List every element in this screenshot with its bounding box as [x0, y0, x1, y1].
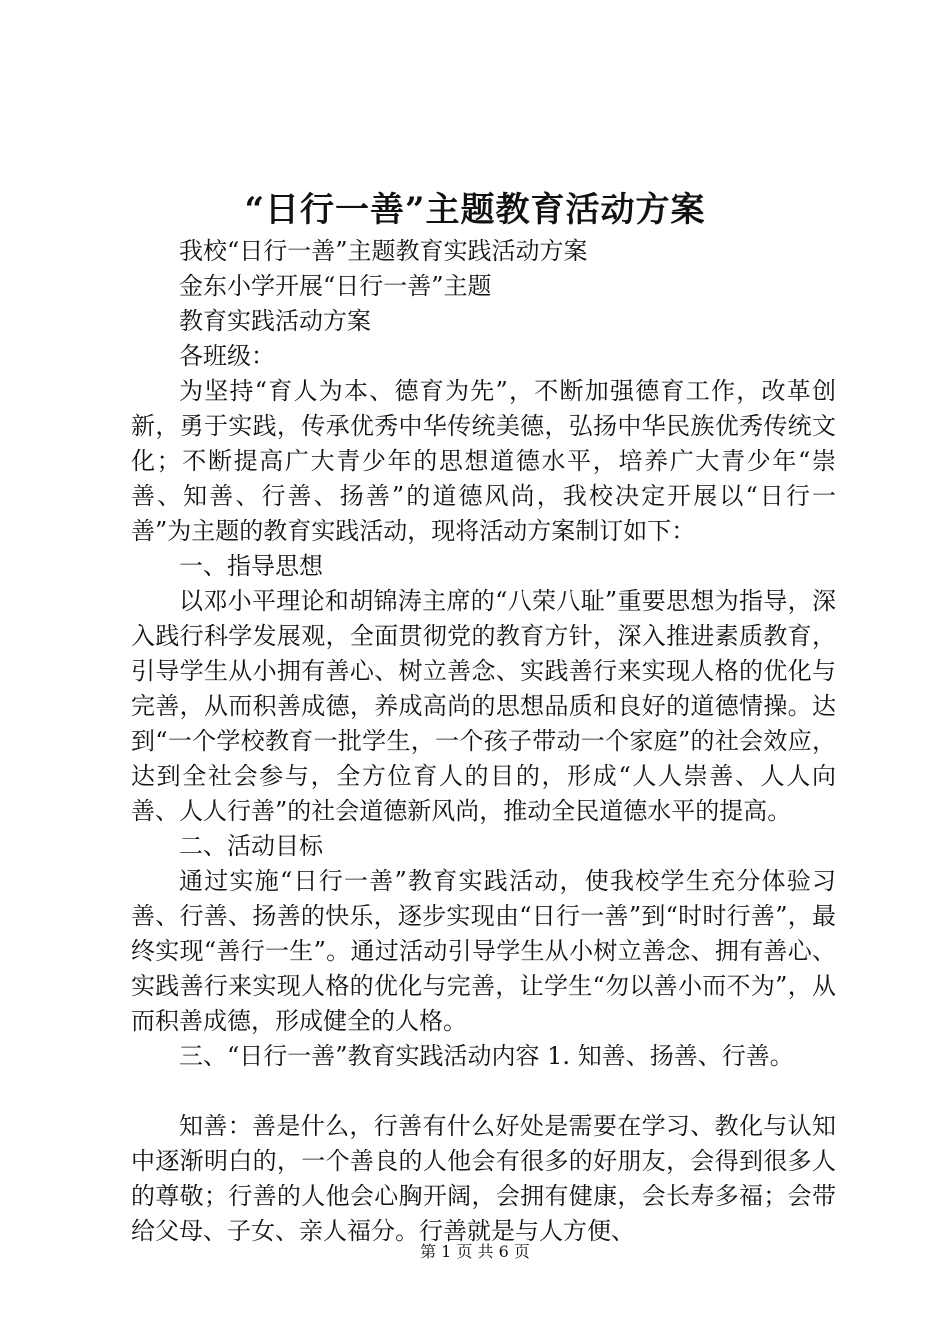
section-heading: 三、“日行一善”教育实践活动内容 1. 知善、扬善、行善。	[179, 1042, 794, 1070]
section-heading: 一、指导思想	[179, 552, 323, 580]
paragraph-gap	[131, 1074, 836, 1109]
page-number-footer: 第 1 页 共 6 页	[420, 1242, 530, 1261]
section-heading: 二、活动目标	[179, 832, 323, 860]
document-body	[131, 234, 836, 1249]
body-paragraph: 以邓小平理论和胡锦涛主席的“八荣八耻”重要思想为指导，深入践行科学发展观，全面贯彻党的教育方针，深入推进素质教育，引导学生从小拥有善心、树立善念、实践善行来实现人格的优化与完善，从而积善成德，养成高尚的思想品质和良好的道德情操。达到“一个学校教育一批学生，一个孩子带动一个家庭”的社会效应，达到全社会参与，全方位育人的目的，形成“人人崇善、人人向善、人人行善”的社会道德新风尚，推动全民道德水平的提高。	[131, 587, 836, 825]
subtitle-line: 金东小学开展“日行一善”主题	[179, 272, 492, 300]
body-paragraph: 通过实施“日行一善”教育实践活动，使我校学生充分体验习善、行善、扬善的快乐，逐步实现由“日行一善”到“时时行善”，最终实现“善行一生”。通过活动引导学生从小树立善念、拥有善心、实践善行来实现人格的优化与完善，让学生“勿以善小而不为”，从而积善成德，形成健全的人格。	[131, 867, 836, 1035]
intro-paragraph: 为坚持“育人为本、德育为先”，不断加强德育工作，改革创新，勇于实践，传承优秀中华传统美德，弘扬中华民族优秀传统文化；不断提高广大青少年的思想道德水平，培养广大青少年“崇善、知善、行善、扬善”的道德风尚，我校决定开展以“日行一善”为主题的教育实践活动，现将活动方案制订如下：	[131, 377, 836, 545]
page-title: “日行一善”主题教育活动方案	[244, 190, 706, 230]
salutation: 各班级：	[179, 342, 275, 370]
body-paragraph: 知善：善是什么，行善有什么好处是需要在学习、教化与认知中逐渐明白的，一个善良的人他会有很多的好朋友，会得到很多人的尊敬；行善的人他会心胸开阔，会拥有健康，会长寿多福；会带给父母、子女、亲人福分。行善就是与人方便、	[131, 1112, 836, 1245]
subtitle-line: 教育实践活动方案	[179, 307, 371, 335]
subtitle-line: 我校“日行一善”主题教育实践活动方案	[179, 237, 588, 265]
